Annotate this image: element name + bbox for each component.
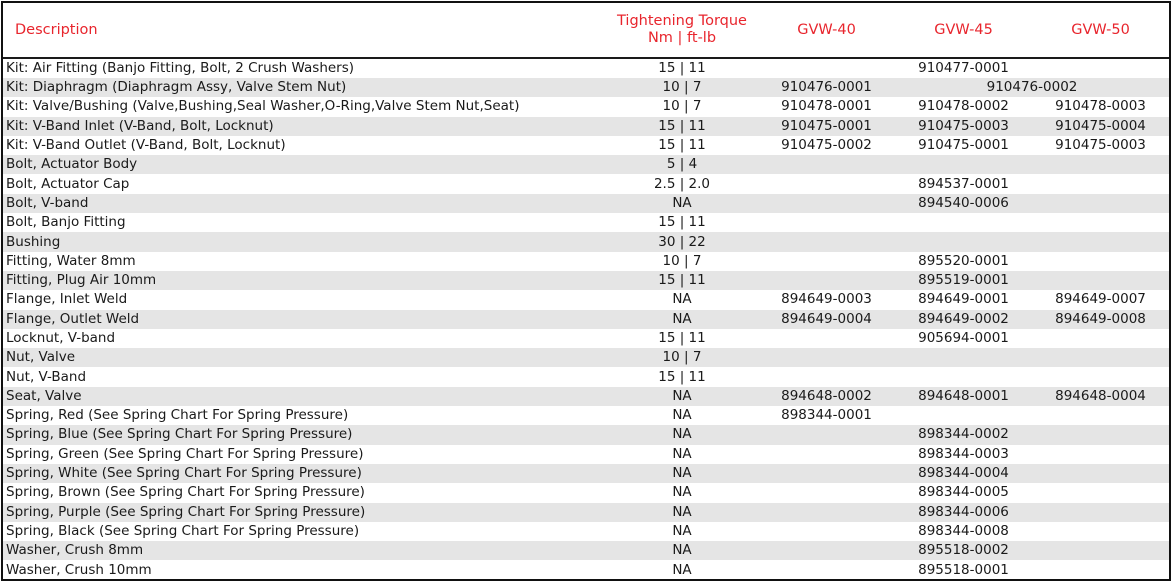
cell-torque: 10 | 7 <box>606 252 758 271</box>
cell-gvw50 <box>1032 503 1169 522</box>
table-row <box>3 136 1169 155</box>
table-row <box>3 483 1169 502</box>
cell-gvw50: 910475-0003 <box>1032 136 1169 155</box>
header-torque <box>606 3 758 58</box>
table-row <box>3 406 1169 425</box>
table-row <box>3 445 1169 464</box>
cell-gvw45 <box>895 348 1032 367</box>
cell-gvw50 <box>1032 194 1169 213</box>
cell-gvw40: 910476-0001 <box>758 78 895 97</box>
cell-description: Spring, Blue (See Spring Chart For Spring Pressure) <box>3 425 606 444</box>
cell-gvw40: 894649-0003 <box>758 290 895 309</box>
cell-gvw45 <box>895 155 1032 174</box>
cell-torque: 10 | 7 <box>606 97 758 116</box>
cell-gvw50 <box>1032 522 1169 541</box>
cell-torque: 15 | 11 <box>606 58 758 78</box>
cell-gvw40 <box>758 232 895 251</box>
cell-gvw50: 910475-0004 <box>1032 117 1169 136</box>
table-row <box>3 78 1169 97</box>
cell-gvw50 <box>1032 329 1169 348</box>
cell-gvw40 <box>758 155 895 174</box>
cell-gvw40: 894649-0004 <box>758 310 895 329</box>
cell-torque: 2.5 | 2.0 <box>606 174 758 193</box>
cell-description: Spring, Black (See Spring Chart For Spring Pressure) <box>3 522 606 541</box>
cell-torque: 10 | 7 <box>606 78 758 97</box>
cell-torque: 15 | 11 <box>606 136 758 155</box>
table-row <box>3 329 1169 348</box>
cell-gvw40 <box>758 213 895 232</box>
cell-gvw50: 910478-0003 <box>1032 97 1169 116</box>
cell-gvw40: 910475-0001 <box>758 117 895 136</box>
cell-gvw45: 895520-0001 <box>895 252 1032 271</box>
table-row <box>3 97 1169 116</box>
cell-gvw40 <box>758 483 895 502</box>
cell-description: Spring, Green (See Spring Chart For Spring Pressure) <box>3 445 606 464</box>
cell-gvw50 <box>1032 560 1169 579</box>
cell-torque: NA <box>606 194 758 213</box>
cell-gvw45 <box>895 367 1032 386</box>
cell-description: Kit: Air Fitting (Banjo Fitting, Bolt, 2 Crush Washers) <box>3 58 606 78</box>
cell-description: Spring, White (See Spring Chart For Spring Pressure) <box>3 464 606 483</box>
table-row <box>3 503 1169 522</box>
cell-torque: 10 | 7 <box>606 348 758 367</box>
cell-gvw45: 898344-0002 <box>895 425 1032 444</box>
header-torque-line1: Tightening Torque <box>617 13 747 29</box>
cell-gvw50: 894649-0008 <box>1032 310 1169 329</box>
cell-torque: NA <box>606 464 758 483</box>
cell-gvw45 <box>895 406 1032 425</box>
cell-gvw45: 910475-0001 <box>895 136 1032 155</box>
table-row <box>3 194 1169 213</box>
table-row <box>3 425 1169 444</box>
table-row <box>3 232 1169 251</box>
cell-gvw50 <box>1032 174 1169 193</box>
header-gvw40: GVW-40 <box>758 3 895 58</box>
cell-description: Spring, Red (See Spring Chart For Spring Pressure) <box>3 406 606 425</box>
cell-gvw45: 898344-0005 <box>895 483 1032 502</box>
cell-gvw50 <box>1032 406 1169 425</box>
cell-gvw40 <box>758 522 895 541</box>
cell-torque: 15 | 11 <box>606 117 758 136</box>
cell-gvw40 <box>758 503 895 522</box>
cell-torque: 30 | 22 <box>606 232 758 251</box>
cell-torque: NA <box>606 560 758 579</box>
cell-description: Kit: V-Band Outlet (V-Band, Bolt, Locknut) <box>3 136 606 155</box>
cell-gvw45: 895518-0001 <box>895 560 1032 579</box>
cell-description: Fitting, Plug Air 10mm <box>3 271 606 290</box>
cell-description: Spring, Brown (See Spring Chart For Spring Pressure) <box>3 483 606 502</box>
table-row <box>3 541 1169 560</box>
cell-gvw40: 898344-0001 <box>758 406 895 425</box>
cell-gvw45: 895518-0002 <box>895 541 1032 560</box>
cell-description: Seat, Valve <box>3 387 606 406</box>
cell-description: Bushing <box>3 232 606 251</box>
cell-gvw40 <box>758 367 895 386</box>
table-row <box>3 252 1169 271</box>
table-row <box>3 271 1169 290</box>
cell-gvw45: 905694-0001 <box>895 329 1032 348</box>
cell-gvw45: 898344-0006 <box>895 503 1032 522</box>
cell-torque: NA <box>606 522 758 541</box>
cell-gvw40 <box>758 560 895 579</box>
table-row <box>3 117 1169 136</box>
parts-table-frame <box>1 1 1171 581</box>
cell-gvw45: 910477-0001 <box>895 58 1032 78</box>
cell-description: Kit: Diaphragm (Diaphragm Assy, Valve Stem Nut) <box>3 78 606 97</box>
cell-gvw50 <box>1032 213 1169 232</box>
parts-table <box>3 3 1169 580</box>
cell-gvw50 <box>1032 483 1169 502</box>
cell-description: Flange, Outlet Weld <box>3 310 606 329</box>
cell-gvw40 <box>758 174 895 193</box>
cell-torque: NA <box>606 541 758 560</box>
cell-torque: 15 | 11 <box>606 271 758 290</box>
cell-gvw40: 910478-0001 <box>758 97 895 116</box>
cell-torque: 15 | 11 <box>606 329 758 348</box>
cell-description: Bolt, V-band <box>3 194 606 213</box>
cell-gvw45: 898344-0004 <box>895 464 1032 483</box>
cell-gvw40 <box>758 464 895 483</box>
cell-torque: 15 | 11 <box>606 213 758 232</box>
cell-gvw40 <box>758 541 895 560</box>
cell-description: Nut, V-Band <box>3 367 606 386</box>
cell-gvw45: 910475-0003 <box>895 117 1032 136</box>
cell-torque: NA <box>606 387 758 406</box>
cell-gvw50: 894648-0004 <box>1032 387 1169 406</box>
cell-description: Fitting, Water 8mm <box>3 252 606 271</box>
header-gvw45: GVW-45 <box>895 3 1032 58</box>
cell-description: Bolt, Actuator Body <box>3 155 606 174</box>
table-row <box>3 367 1169 386</box>
cell-description: Kit: V-Band Inlet (V-Band, Bolt, Locknut) <box>3 117 606 136</box>
cell-description: Spring, Purple (See Spring Chart For Spring Pressure) <box>3 503 606 522</box>
cell-gvw45: 894537-0001 <box>895 174 1032 193</box>
header-torque-line2: Nm | ft-lb <box>647 30 717 46</box>
cell-torque: NA <box>606 425 758 444</box>
cell-gvw45: 898344-0003 <box>895 445 1032 464</box>
table-row <box>3 560 1169 579</box>
cell-gvw50 <box>1032 425 1169 444</box>
cell-torque: NA <box>606 406 758 425</box>
header-row <box>3 3 1169 58</box>
cell-description: Nut, Valve <box>3 348 606 367</box>
table-body <box>3 58 1169 580</box>
table-row <box>3 348 1169 367</box>
cell-gvw40 <box>758 252 895 271</box>
table-row <box>3 174 1169 193</box>
table-row <box>3 464 1169 483</box>
cell-description: Kit: Valve/Bushing (Valve,Bushing,Seal Washer,O-Ring,Valve Stem Nut,Seat) <box>3 97 606 116</box>
cell-gvw40 <box>758 329 895 348</box>
header-description: Description <box>3 3 606 58</box>
table-row <box>3 310 1169 329</box>
cell-gvw45: 894649-0001 <box>895 290 1032 309</box>
cell-gvw45: 894649-0002 <box>895 310 1032 329</box>
table-row <box>3 290 1169 309</box>
header-gvw50: GVW-50 <box>1032 3 1169 58</box>
cell-gvw50 <box>1032 252 1169 271</box>
cell-gvw50 <box>1032 348 1169 367</box>
cell-gvw40 <box>758 271 895 290</box>
cell-torque: NA <box>606 310 758 329</box>
cell-gvw40 <box>758 348 895 367</box>
table-row <box>3 58 1169 78</box>
cell-description: Bolt, Banjo Fitting <box>3 213 606 232</box>
cell-gvw50 <box>1032 155 1169 174</box>
cell-description: Washer, Crush 8mm <box>3 541 606 560</box>
cell-description: Washer, Crush 10mm <box>3 560 606 579</box>
table-row <box>3 522 1169 541</box>
cell-gvw50 <box>1032 367 1169 386</box>
cell-torque: NA <box>606 290 758 309</box>
table-row <box>3 155 1169 174</box>
cell-gvw50 <box>1032 464 1169 483</box>
cell-gvw50: 894649-0007 <box>1032 290 1169 309</box>
cell-gvw40: 894648-0002 <box>758 387 895 406</box>
cell-gvw50 <box>1032 271 1169 290</box>
cell-gvw40 <box>758 58 895 78</box>
cell-torque: NA <box>606 445 758 464</box>
cell-description: Flange, Inlet Weld <box>3 290 606 309</box>
cell-gvw50 <box>1032 232 1169 251</box>
cell-gvw45: 895519-0001 <box>895 271 1032 290</box>
cell-gvw45 <box>895 232 1032 251</box>
cell-gvw40 <box>758 425 895 444</box>
cell-gvw40: 910475-0002 <box>758 136 895 155</box>
cell-gvw45: 894540-0006 <box>895 194 1032 213</box>
cell-gvw45: 894648-0001 <box>895 387 1032 406</box>
cell-description: Bolt, Actuator Cap <box>3 174 606 193</box>
cell-torque: 5 | 4 <box>606 155 758 174</box>
cell-torque: NA <box>606 483 758 502</box>
table-row <box>3 213 1169 232</box>
cell-gvw40 <box>758 194 895 213</box>
cell-gvw40 <box>758 445 895 464</box>
cell-gvw45-50: 910476-0002 <box>895 78 1169 97</box>
cell-gvw45: 898344-0008 <box>895 522 1032 541</box>
table-row <box>3 387 1169 406</box>
cell-torque: NA <box>606 503 758 522</box>
cell-gvw50 <box>1032 541 1169 560</box>
cell-gvw50 <box>1032 445 1169 464</box>
cell-gvw45 <box>895 213 1032 232</box>
cell-description: Locknut, V-band <box>3 329 606 348</box>
cell-torque: 15 | 11 <box>606 367 758 386</box>
cell-gvw50 <box>1032 58 1169 78</box>
cell-gvw45: 910478-0002 <box>895 97 1032 116</box>
